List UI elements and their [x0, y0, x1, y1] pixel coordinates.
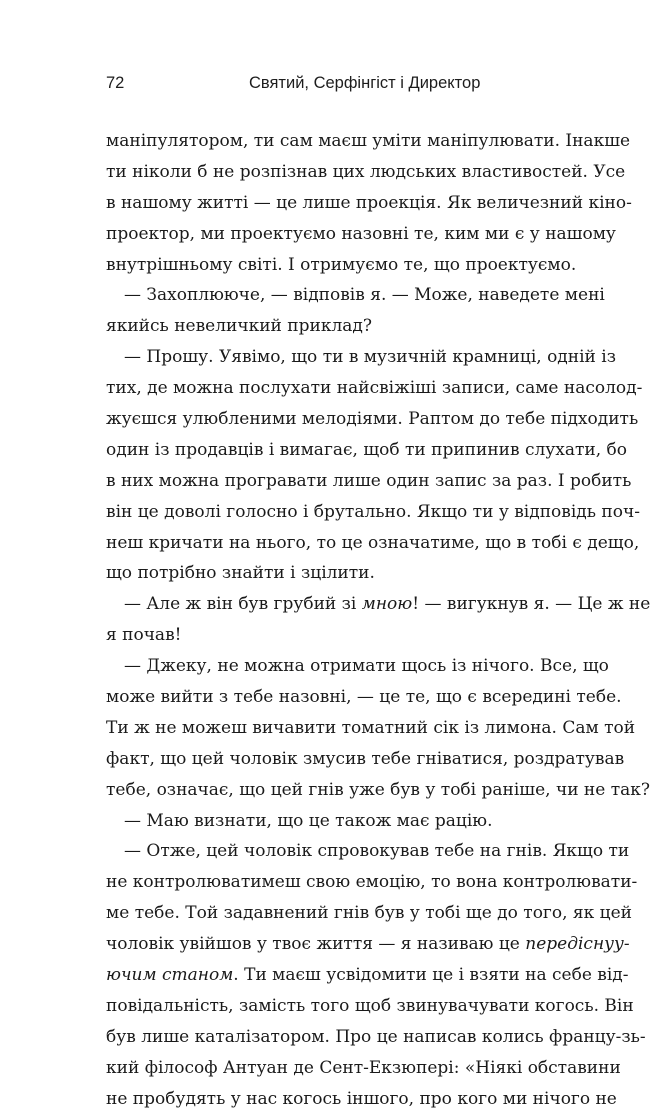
text-line: що потрібно знайти і зцілити.	[106, 563, 375, 584]
text-run: — Але ж він був грубий зі	[124, 594, 362, 615]
text-line: маніпулятором, ти сам маєш уміти маніпулювати. Інакше	[106, 131, 631, 151]
text-run: . Ти маєш усвідомити це і взяти на себе від-	[233, 965, 629, 986]
text-line: жуєшся улюбленими мелодіями. Раптом до тебе підходить	[106, 409, 639, 430]
text-line: проектор, ми проектуємо назовні те, ким ми є у нашому	[106, 223, 616, 244]
text-line: в нашому житті — це лише проекція. Як величезний кіно-	[106, 192, 632, 213]
text-line: повідальність, замість того щоб звинувачувати когось. Він	[106, 995, 634, 1016]
text-line: я почав!	[106, 625, 182, 646]
text-line: — Маю визнати, що це також має рацію.	[124, 810, 493, 831]
text-line: — Прошу. Уявімо, що ти в музичній крамниці, одній із	[124, 347, 616, 368]
body-text	[106, 126, 651, 1115]
text-line: він це доволі голосно і брутально. Якщо ти у відповідь поч-	[106, 501, 640, 522]
text-run: чоловік увійшов у твоє життя — я називаю це	[106, 934, 526, 955]
emphasis: передіснуу-	[525, 934, 630, 955]
text-line: ме тебе. Той задавнений гнів був у тобі ще до того, як цей	[106, 903, 632, 924]
text-line: неш кричати на нього, то це означатиме, що в тобі є дещо,	[106, 532, 640, 553]
text-line	[106, 929, 630, 960]
text-line: кий філософ Антуан де Сент-Екзюпері: «Ніякі обставини	[106, 1057, 621, 1078]
text-line: в них можна програвати лише один запис за раз. І робить	[106, 470, 632, 491]
text-line	[106, 960, 629, 991]
text-line: був лише каталізатором. Про це написав колись францу-зь-	[106, 1026, 646, 1047]
text-line: не контролюватимеш свою емоцію, то вона контролювати-	[106, 872, 638, 893]
text-line: — Джеку, не можна отримати щось із нічого. Все, що	[124, 656, 609, 677]
text-line	[106, 589, 651, 620]
text-line: не пробудять у нас когось іншого, про кого ми нічого не	[106, 1088, 617, 1109]
text-line: тебе, означає, що цей гнів уже був у тобі раніше, чи не так?	[106, 779, 651, 800]
emphasis: ючим станом	[106, 965, 234, 986]
text-line: Ти ж не можеш вичавити томатний сік із лимона. Сам той	[106, 717, 636, 738]
text-line: тих, де можна послухати найсвіжіші записи, саме насолод-	[106, 378, 643, 399]
running-title: Святий, Серфінгіст і Директор	[249, 74, 481, 92]
text-line: факт, що цей чоловік змусив тебе гніватися, роздратував	[106, 748, 625, 769]
text-line: внутрішньому світі. І отримуємо те, що проектуємо.	[106, 254, 577, 275]
text-line: один із продавців і вимагає, щоб ти припинив слухати, бо	[106, 439, 628, 460]
emphasis: мною	[361, 594, 413, 615]
text-run: ! — вигукнув я. — Це ж не	[412, 594, 651, 615]
text-line: ти ніколи б не розпізнав цих людських властивостей. Усе	[106, 161, 626, 182]
text-line: — Отже, цей чоловік спровокував тебе на гнів. Якщо ти	[124, 841, 630, 862]
text-line: — Захоплююче, — відповів я. — Може, наведете мені	[124, 285, 605, 306]
text-line: якийсь невеличкий приклад?	[106, 316, 372, 337]
page-number: 72	[106, 74, 125, 92]
text-line: може вийти з тебе назовні, — це те, що є всередині тебе.	[106, 687, 622, 708]
page-header	[106, 74, 572, 100]
